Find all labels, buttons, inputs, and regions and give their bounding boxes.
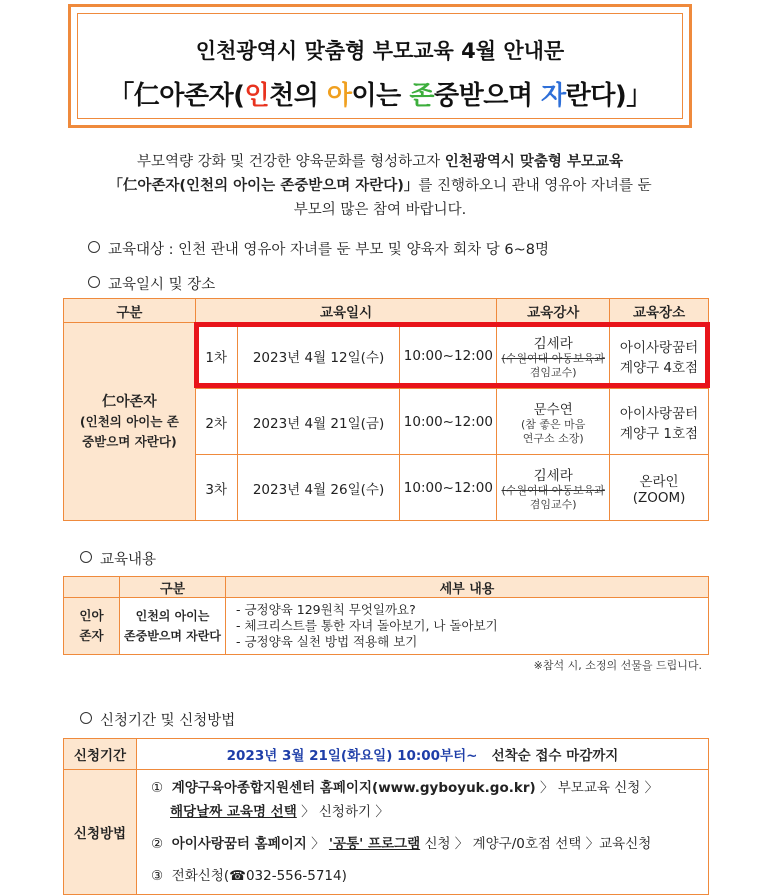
intro-line-3: 부모의 많은 참여 바랍니다. <box>293 202 467 218</box>
method-2-site: 아이사랑꿈터 홈페이지 <box>171 836 307 852</box>
title-text-cheon: 천의 <box>269 81 327 111</box>
bullet-circle-icon <box>88 276 100 288</box>
intro-text-2: 를 진행하오니 관내 영유아 자녀를 둔 <box>418 178 652 194</box>
table-row <box>64 323 709 389</box>
content-header-category: 구분 <box>120 577 226 598</box>
paren-open: ( <box>233 81 245 111</box>
bullet-circle-icon <box>80 551 92 563</box>
round-cell: 3차 <box>195 455 237 521</box>
intro-program: 「仁아존자(인천의 아이는 존중받으며 자란다)」 <box>108 178 419 194</box>
instructor-sub: (수원여대 아동보육과 <box>501 483 605 497</box>
bullet-circle-icon <box>88 241 100 253</box>
table-row <box>64 598 709 655</box>
header-category: 구분 <box>64 299 196 323</box>
period-rest: 선착순 접수 마감까지 <box>491 748 619 764</box>
period-label: 신청기간 <box>64 739 137 770</box>
method-1 <box>137 776 708 800</box>
method-3 <box>137 864 708 888</box>
header-instructor: 교육강사 <box>497 299 610 323</box>
instructor-sub-2: 겸임교수) <box>529 365 577 379</box>
round-cell: 2차 <box>195 389 237 455</box>
round-cell: 1차 <box>195 323 237 389</box>
place-cell <box>610 323 709 389</box>
instructor-sub-2: 연구소 소장) <box>522 431 584 445</box>
num-2: ② <box>151 836 164 852</box>
schedule-table <box>63 298 709 521</box>
instructor-sub: (참 좋은 마음 <box>520 417 586 431</box>
content-table <box>63 576 709 655</box>
intro-line-2 <box>60 174 700 198</box>
title-text-jung: 중받으며 <box>433 81 541 111</box>
schedule-heading <box>88 273 215 294</box>
instructor-cell <box>497 389 610 455</box>
content-detail <box>226 598 709 655</box>
instructor-cell <box>497 455 610 521</box>
apply-heading <box>80 709 235 730</box>
instructor-name: 김세라 <box>533 335 573 352</box>
num-3: ③ <box>151 868 164 884</box>
title-text-ineun: 이는 <box>351 81 410 111</box>
method-1-site: 계양구육아종합지원센터 홈페이지(www.gyboyuk.go.kr) <box>171 780 536 796</box>
gift-note: ※참석 시, 소정의 선물을 드립니다. <box>533 659 702 672</box>
title-char-in: 인 <box>244 81 270 111</box>
content-heading <box>80 548 156 569</box>
program-name: 仁아존자 <box>133 81 234 111</box>
title-char-jon: 존 <box>409 81 434 111</box>
date-cell: 2023년 4월 12일(수) <box>237 323 400 389</box>
content-col2-b: 존중받으며 자란다 <box>124 629 221 643</box>
instructor-cell <box>497 323 610 389</box>
content-header-detail: 세부 내용 <box>226 577 709 598</box>
place-branch: (ZOOM) <box>632 489 686 506</box>
date-cell: 2023년 4월 26일(수) <box>237 455 400 521</box>
method-value <box>137 770 709 895</box>
title-char-ja: 자 <box>541 81 566 111</box>
content-col1-b: 존자 <box>79 628 104 643</box>
place-name: 아이사랑꿈터 <box>619 339 699 356</box>
time-cell: 10:00~12:00 <box>400 455 497 521</box>
content-col1 <box>64 598 120 655</box>
header-datetime: 교육일시 <box>195 299 497 323</box>
content-col2-a: 인천의 아이는 <box>135 609 210 623</box>
method-1b-select: 해당날짜 교육명 선택 <box>170 804 297 820</box>
header-place: 교육장소 <box>610 299 709 323</box>
method-1-rest: 〉 부모교육 신청 〉 <box>539 780 659 796</box>
place-name: 아이사랑꿈터 <box>619 405 699 422</box>
schedule-heading-text: 교육일시 및 장소 <box>108 277 216 293</box>
list-item: - 체크리스트를 통한 자녀 돌아보기, 나 돌아보기 <box>236 618 498 633</box>
program-title <box>71 75 689 112</box>
apply-heading-text: 신청기간 및 신청방법 <box>100 713 236 729</box>
method-label: 신청방법 <box>64 770 137 895</box>
method-2 <box>137 832 708 856</box>
time-cell: 10:00~12:00 <box>400 323 497 389</box>
close-bracket: 」 <box>626 81 652 111</box>
title-char-a: 아 <box>326 81 352 111</box>
instructor-sub-2: 겸임교수) <box>529 497 577 511</box>
method-3-phone: 전화신청(☎032-556-5714) <box>171 868 347 884</box>
time-cell: 10:00~12:00 <box>400 389 497 455</box>
date-cell: 2023년 4월 21일(금) <box>237 389 400 455</box>
intro-bold: 인천광역시 맞춤형 부모교육 <box>444 154 623 170</box>
title-text-randa: 란다) <box>565 81 627 111</box>
page-title: 인천광역시 맞춤형 부모교육 4월 안내문 <box>195 39 565 63</box>
program-cell <box>64 323 196 521</box>
instructor-name: 김세라 <box>533 467 573 484</box>
place-cell <box>610 389 709 455</box>
bullet-circle-icon <box>80 712 92 724</box>
method-2-rest: 신청 〉 계양구/0호점 선택 〉교육신청 <box>424 836 652 852</box>
open-bracket: 「 <box>108 81 134 111</box>
instructor-name: 문수연 <box>533 401 573 418</box>
title-box <box>68 4 692 128</box>
place-name: 온라인 <box>639 473 679 490</box>
list-item: - 긍정양육 129원칙 무엇일까요? <box>236 602 416 617</box>
table-row <box>64 739 709 770</box>
target-line <box>88 238 549 259</box>
content-header-empty <box>64 577 120 598</box>
content-heading-text: 교육내용 <box>100 552 157 568</box>
list-item: - 긍정양육 실천 방법 적용해 보기 <box>236 634 418 649</box>
period-value <box>137 739 709 770</box>
place-branch: 계양구 1호점 <box>619 425 699 442</box>
apply-table <box>63 738 709 895</box>
num-1: ① <box>151 780 164 796</box>
target-text: 교육대상 : 인천 관내 영유아 자녀를 둔 부모 및 양육자 회차 당 6~8명 <box>108 242 549 258</box>
intro-line-1 <box>60 150 700 174</box>
instructor-sub: (수원여대 아동보육과 <box>501 351 605 365</box>
table-row <box>64 770 709 895</box>
method-1b <box>137 800 708 824</box>
method-2-arrow: 〉 <box>311 836 325 852</box>
program-cell-sub: (인천의 아이는 존중받으며 자란다) <box>79 413 179 449</box>
method-2-program: '공통' 프로그램 <box>328 836 421 852</box>
place-cell <box>610 455 709 521</box>
program-cell-title: 仁아존자 <box>102 393 157 410</box>
method-1b-rest: 〉 신청하기 〉 <box>301 804 389 820</box>
intro-text: 부모역량 강화 및 건강한 양육문화를 형성하고자 <box>137 154 445 170</box>
place-branch: 계양구 4호점 <box>619 359 699 376</box>
period-date: 2023년 3월 21일(화요일) 10:00부터~ <box>226 748 478 764</box>
content-col2 <box>120 598 226 655</box>
content-col1-a: 인아 <box>79 608 104 623</box>
